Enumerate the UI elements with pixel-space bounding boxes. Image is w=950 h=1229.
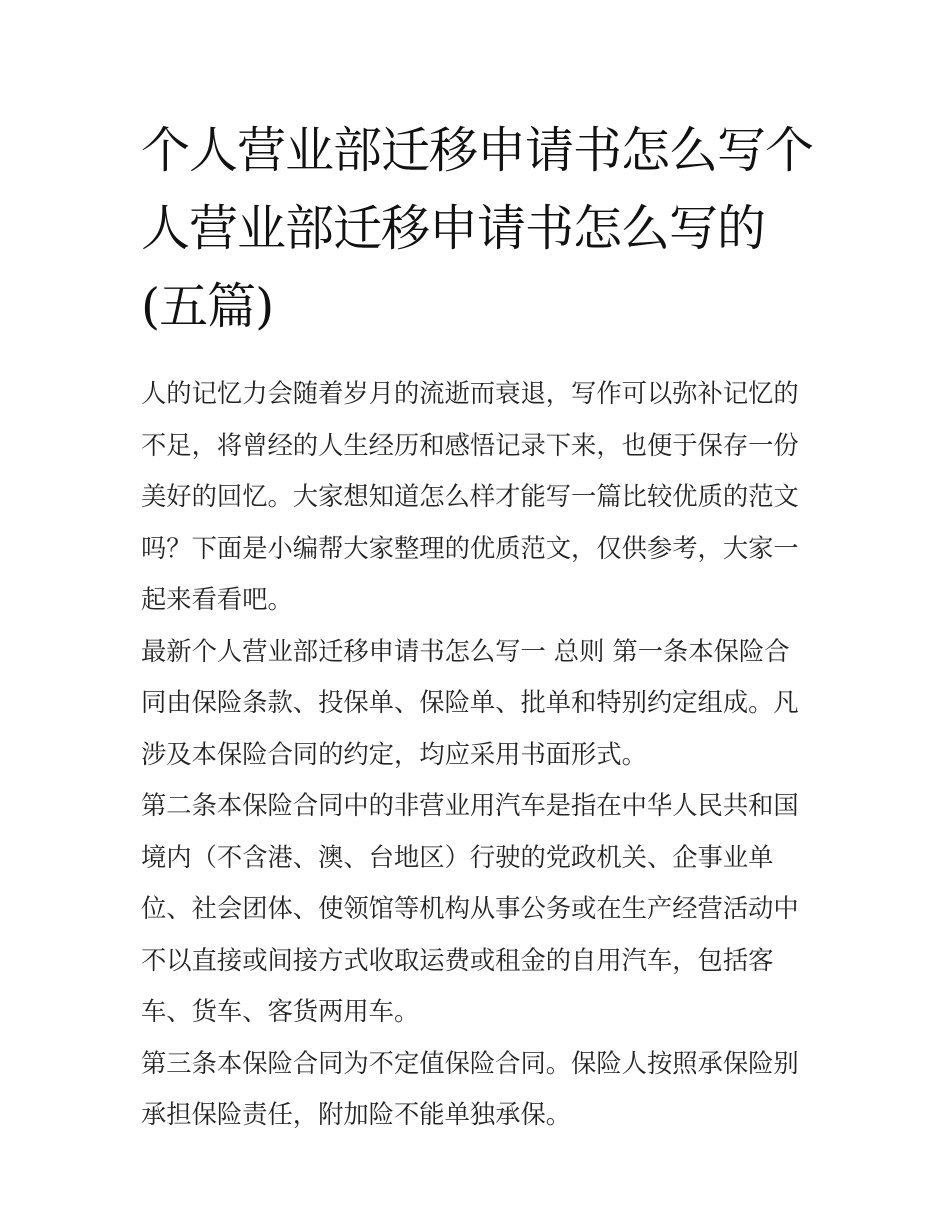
document-body: [141, 368, 813, 1141]
document-page: [141, 112, 813, 1141]
paragraph-intro: 人的记忆力会随着岁月的流逝而衰退，写作可以弥补记忆的不足，将曾经的人生经历和感悟记录下来，也便于保存一份美好的回忆。大家想知道怎么样才能写一篇比较优质的范文吗？下面是小编帮大家整理的优质范文，仅供参考，大家一起来看看吧。: [141, 379, 799, 614]
paragraph-article-two: 第二条本保险合同中的非营业用汽车是指在中华人民共和国境内（不含港、澳、台地区）行驶的党政机关、企事业单位、社会团体、使领馆等机构从事公务或在生产经营活动中不以直接或间接方式收取运费或租金的自用汽车，包括客车、货车、客货两用车。: [141, 791, 799, 1026]
paragraph-article-three: 第三条本保险合同为不定值保险合同。保险人按照承保险别承担保险责任，附加险不能单独承保。: [141, 1048, 799, 1129]
document-title: 个人营业部迁移申请书怎么写个人营业部迁移申请书怎么写的(五篇): [141, 122, 814, 335]
paragraph-general-rules: 最新个人营业部迁移申请书怎么写一 总则 第一条本保险合同由保险条款、投保单、保险单、批单和特别约定组成。凡涉及本保险合同的约定，均应采用书面形式。: [141, 636, 799, 769]
